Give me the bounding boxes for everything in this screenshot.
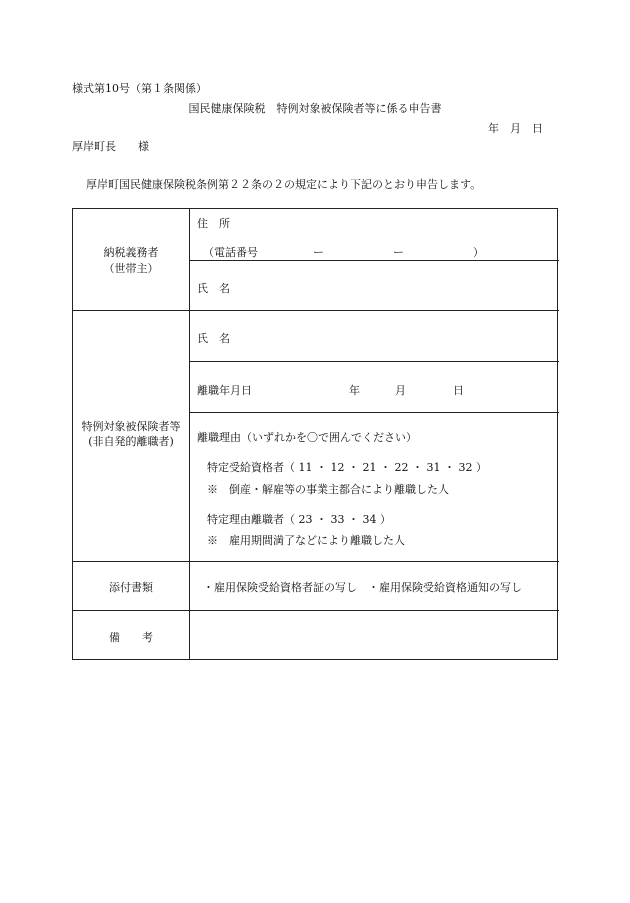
taxpayer-section-label: [73, 245, 189, 277]
phone-label: （電話番号: [203, 246, 258, 259]
attachments-label: 添付書類: [109, 581, 153, 594]
phone-dash-2: ー: [393, 246, 404, 259]
declaration-form-table: [72, 208, 558, 660]
row-divider: [73, 310, 559, 311]
insured-name-label: 氏 名: [197, 332, 230, 345]
specific-reason-option[interactable]: 特定理由離職者（ 23 ・ 33 ・ 34 ）: [207, 513, 391, 526]
separation-day: 日: [453, 384, 464, 397]
specific-qualified-note: ※ 倒産・解雇等の事業主都合により離職した人: [207, 483, 449, 496]
document-title: 国民健康保険税 特例対象被保険者等に係る申告書: [188, 102, 442, 115]
row-divider: [189, 260, 559, 261]
specific-qualified-option[interactable]: 特定受給資格者（ 11 ・ 12 ・ 21 ・ 22 ・ 31 ・ 32 ）: [207, 461, 487, 474]
attachments-items: ・雇用保険受給資格者証の写し ・雇用保険受給資格通知の写し: [203, 581, 522, 594]
separation-date-label: 離職年月日: [197, 384, 252, 397]
separation-year: 年: [349, 384, 360, 397]
intro-statement: 厚岸町国民健康保険税条例第２２条の２の規定により下記のとおり申告します。: [86, 178, 482, 191]
row-divider: [189, 361, 559, 362]
phone-close: ）: [473, 246, 484, 259]
insured-section-label: [73, 419, 189, 449]
phone-dash-1: ー: [313, 246, 324, 259]
taxpayer-sublabel: （世帯主）: [103, 262, 159, 275]
address-label: 住 所: [197, 217, 230, 230]
separation-reason-label: 離職理由（いずれかを〇で囲んでください）: [197, 431, 417, 444]
addressee: 厚岸町長 様: [72, 140, 149, 153]
column-divider: [189, 209, 190, 659]
separation-month: 月: [395, 384, 406, 397]
row-divider: [189, 412, 559, 413]
row-divider: [73, 610, 559, 611]
taxpayer-name-label: 氏 名: [197, 282, 230, 295]
remarks-label: 備 考: [109, 631, 153, 644]
row-divider: [73, 561, 559, 562]
taxpayer-label: 納税義務者: [103, 246, 159, 259]
insured-label: 特例対象被保険者等: [81, 420, 181, 433]
form-number: 様式第10号（第１条関係）: [72, 82, 207, 95]
specific-reason-note: ※ 雇用期間満了などにより離職した人: [207, 534, 405, 547]
insured-sublabel: (非自発的離職者): [88, 435, 174, 448]
date-line: 年 月 日: [488, 122, 543, 135]
